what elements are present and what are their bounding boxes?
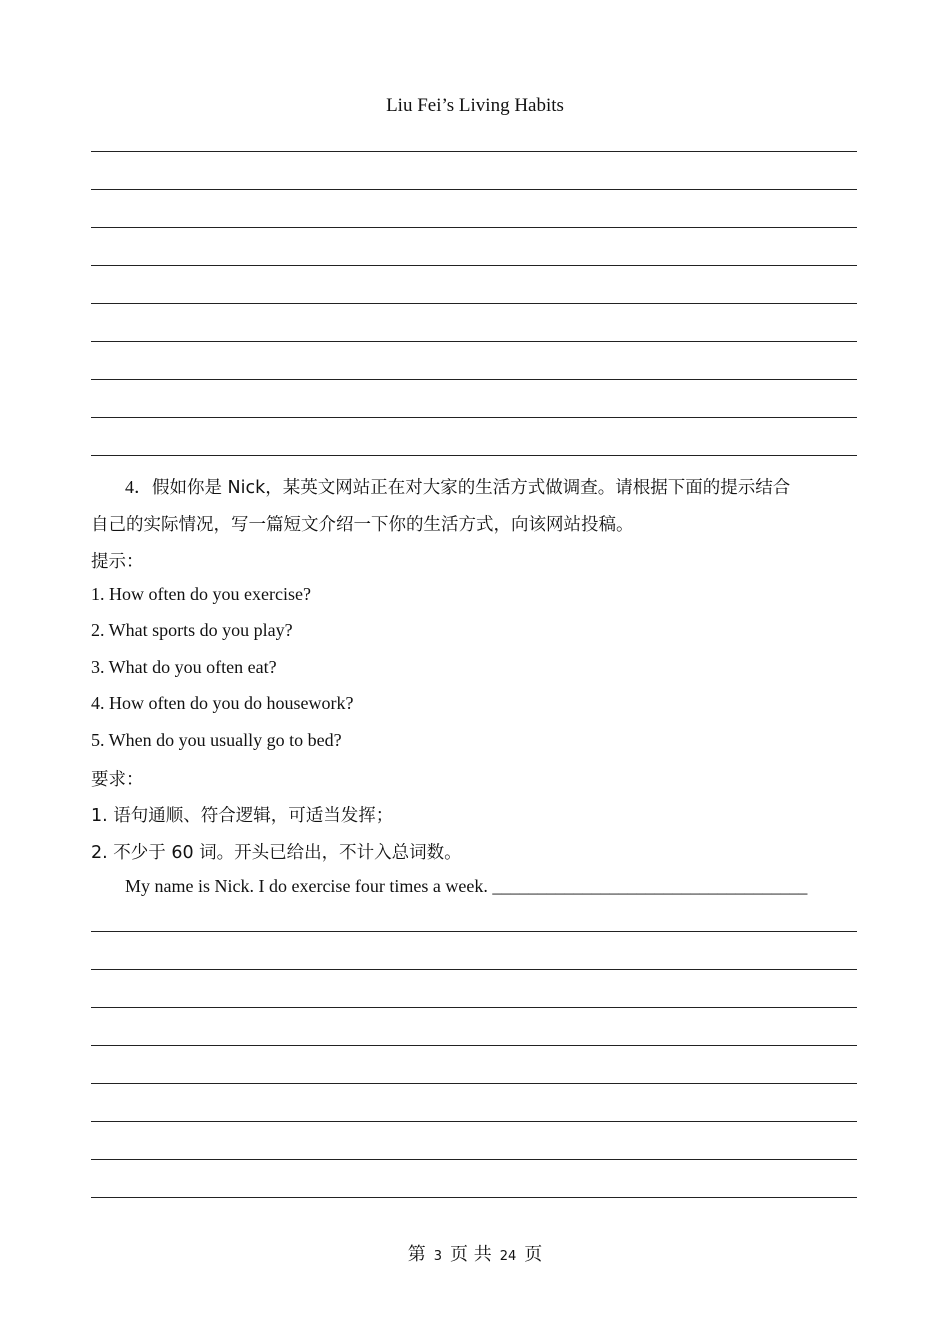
hint-item: 1. How often do you exercise? <box>91 584 311 604</box>
writing-line <box>91 151 857 152</box>
requirement-item: 2. 不少于 60 词。开头已给出，不计入总词数。 <box>91 843 462 863</box>
writing-line <box>91 379 857 380</box>
question-prompt-line-1 <box>125 473 790 499</box>
hint-item: 4. How often do you do housework? <box>91 693 354 713</box>
writing-line <box>91 265 857 266</box>
question-prompt-text-1: 假如你是 Nick，某英文网站正在对大家的生活方式做调查。请根据下面的提示结合 <box>152 478 791 498</box>
writing-line <box>91 341 857 342</box>
question-prompt-line-2: 自己的实际情况，写一篇短文介绍一下你的生活方式，向该网站投稿。 <box>91 515 634 535</box>
current-page-number: 3 <box>433 1249 442 1264</box>
hints-label: 提示： <box>91 552 144 572</box>
opening-sentence: My name is Nick. I do exercise four times a week. ___________________________________ <box>125 876 808 896</box>
writing-line <box>91 417 857 418</box>
footer-suffix: 页 <box>524 1244 543 1265</box>
requirements-label: 要求： <box>91 770 144 790</box>
footer-prefix: 第 <box>407 1244 426 1265</box>
writing-line <box>91 455 857 456</box>
page-footer <box>0 1240 950 1266</box>
answer-line <box>91 1159 857 1160</box>
answer-line <box>91 931 857 932</box>
footer-middle: 页 共 <box>450 1244 492 1265</box>
hint-item: 5. When do you usually go to bed? <box>91 730 342 750</box>
question-number: 4． <box>125 477 152 497</box>
essay-title: Liu Fei’s Living Habits <box>386 95 564 116</box>
writing-line <box>91 227 857 228</box>
hint-item: 2. What sports do you play? <box>91 620 293 640</box>
writing-line <box>91 189 857 190</box>
answer-line <box>91 1083 857 1084</box>
hint-item: 3. What do you often eat? <box>91 657 277 677</box>
answer-line <box>91 1045 857 1046</box>
answer-line <box>91 969 857 970</box>
answer-line <box>91 1197 857 1198</box>
writing-line <box>91 303 857 304</box>
total-pages-number: 24 <box>499 1249 517 1264</box>
answer-line <box>91 1121 857 1122</box>
requirement-item: 1. 语句通顺、符合逻辑，可适当发挥； <box>91 806 394 826</box>
answer-line <box>91 1007 857 1008</box>
